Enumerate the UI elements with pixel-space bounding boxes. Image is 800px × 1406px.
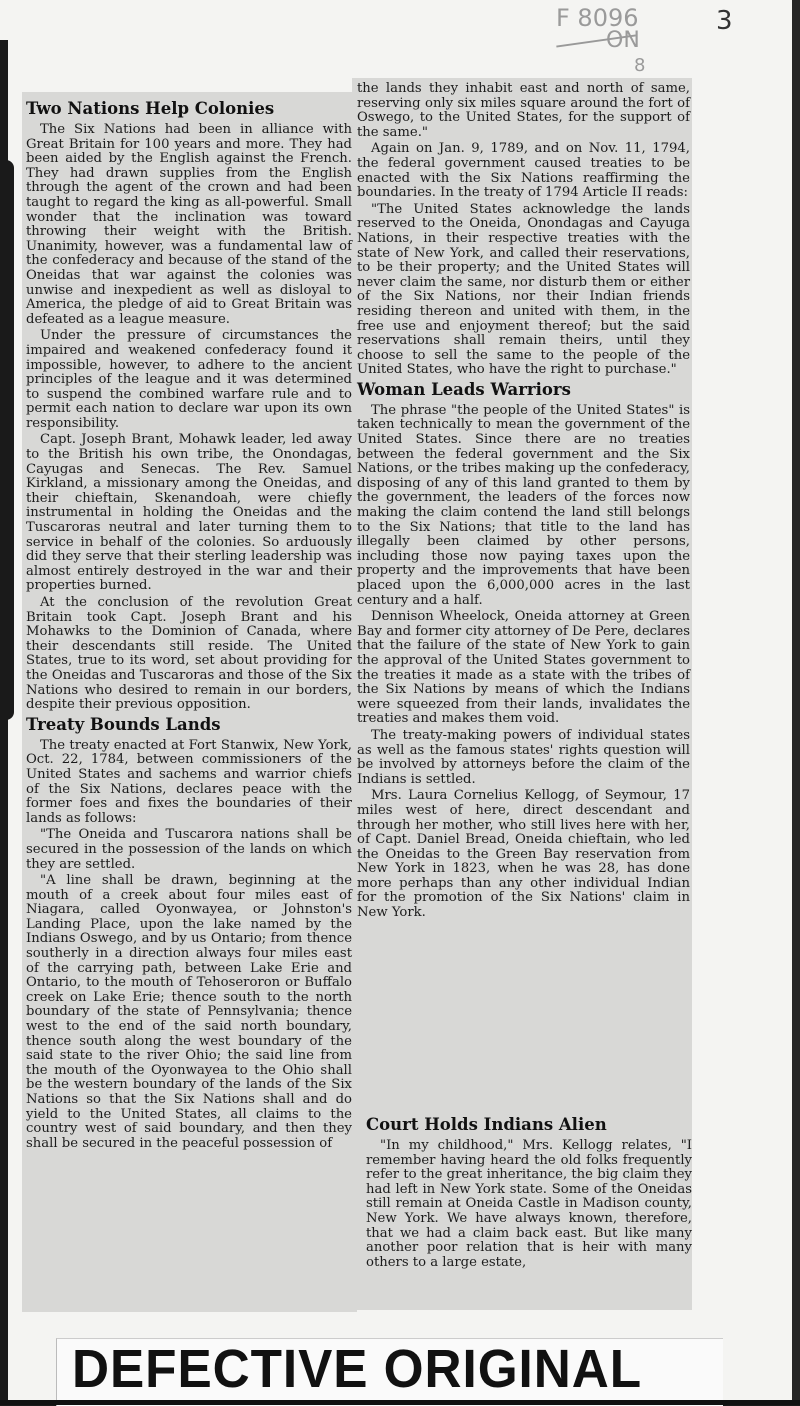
headline-two-nations: Two Nations Help Colonies bbox=[26, 99, 275, 118]
paragraph: Mrs. Laura Cornelius Kellogg, of Seymour, 17 miles west of here, direct descendant and through her mother, who still lives here with her, of Capt. Daniel Bread, Oneida chieftain, who led the Oneidas to the Green Bay reservation from New York in 1823, when he was 28, has done more perhaps than any other individual Indian for the promotion of the Six Nations' claim in New York. bbox=[357, 788, 690, 921]
catalog-code-annotation: F 8096 bbox=[556, 4, 639, 32]
paragraph: Again on Jan. 9, 1789, and on Nov. 11, 1794, the federal government caused treaties to be enacted with the Six Nations reaffirming the boundaries. In the treaty of 1794 Article II reads: bbox=[357, 141, 690, 201]
torn-page-edge bbox=[0, 0, 800, 40]
paragraph: Capt. Joseph Brant, Mohawk leader, led away to the British his own tribe, the Onondagas, Cayugas and Senecas. The Rev. Samuel Kirkland, a missionary among the Oneidas, and their chieftain, Skenandoah, were chiefly instrumental in holding the Oneidas and the Tuscaroras neutral and later turning them to service in behalf of the colonies. So arduously did they serve that their sterling leadership was almost entirely destroyed in the war and their properties burned. bbox=[26, 432, 352, 594]
headline-treaty-bounds: Treaty Bounds Lands bbox=[26, 714, 221, 734]
scan-shadow-right bbox=[792, 0, 800, 1405]
paragraph: "In my childhood," Mrs. Kellogg relates, "I remember having heard the old folks frequently refer to the great inheritance, the big claim they had left in New York state. Some of the Oneidas still remain at Oneida Castle in Madison county, New York. We have always known, therefore, that we had a claim back east. But like many another poor relation that is heir with many others to a large estate, bbox=[366, 1138, 692, 1270]
paragraph: The treaty enacted at Fort Stanwix, New York, Oct. 22, 1784, between commissioners of the United States and sachems and warrior chiefs of the Six Nations, declares peace with the former foes and fixes the boundaries of their lands as follows: bbox=[26, 737, 352, 826]
headline-woman-leads: Woman Leads Warriors bbox=[357, 379, 571, 399]
quote-paragraph: "The Oneida and Tuscarora nations shall be secured in the possession of the lands on which they are settled. bbox=[26, 827, 352, 872]
continuation-paragraph: the lands they inhabit east and north of same, reserving only six miles square around the fort of Oswego, to the United States, for the support of the same." bbox=[357, 81, 690, 140]
paragraph: The Six Nations had been in alliance with Great Britain for 100 years and more. They had been aided by the English against the French. They had drawn supplies from the English through the agent of the crown and had been taught to regard the king as all-powerful. Small wonder that the inclination was toward throwing their weight with the British. Unanimity, however, was a fundamental law of the confederacy and because of the stand of the Oneidas that war against the colonies was unwise and inexpedient as well as disloyal to America, the pledge of aid to Great Britain was defeated as a league measure. bbox=[26, 122, 352, 327]
paragraph: At the conclusion of the revolution Great Britain took Capt. Joseph Brant and his Mohawks to the Dominion of Canada, where their descendants still reside. The United States, true to its word, set about providing for the Oneidas and Tuscaroras and those of the Six Nations who desired to remain in our borders, despite their previous opposition. bbox=[26, 595, 352, 713]
paragraph: Dennison Wheelock, Oneida attorney at Green Bay and former city attorney of De Pere, declares that the failure of the state of New York to gain the approval of the United States government to the treaties it made as a state with the tribes of the Six Nations by means of which the Indians were squeezed from their lands, invalidates the treaties and makes them void. bbox=[357, 609, 690, 727]
article-right-column bbox=[357, 82, 690, 923]
scan-shadow-left bbox=[0, 160, 14, 720]
article-right-column-bottom bbox=[366, 1113, 692, 1272]
article-left-column bbox=[26, 97, 352, 1153]
defective-original-stamp: DEFECTIVE ORIGINAL bbox=[72, 1339, 643, 1399]
catalog-sub-annotation: ON bbox=[606, 28, 640, 53]
catalog-number-annotation: 8 bbox=[634, 55, 646, 76]
headline-court-holds: Court Holds Indians Alien bbox=[366, 1115, 607, 1134]
page-number-annotation: 3 bbox=[716, 6, 733, 36]
quote-paragraph: "The United States acknowledge the lands reserved to the Oneida, Onondagas and Cayuga Nations, in their respective treaties with the state of New York, and called their reservations, to be their property; and the United States will never claim the same, nor disturb them or either of the Six Nations, nor their Indian friends residing thereon and united with them, in the free use and enjoyment thereof; but the said reservations shall remain theirs, until they choose to sell the same to the people of the United States, who have the right to purchase." bbox=[357, 201, 690, 378]
scan-bottom-edge bbox=[0, 1400, 800, 1405]
paragraph: The phrase "the people of the United States" is taken technically to mean the government of the United States. Since there are no treaties between the federal government and the Six Nations, or the tribes making up the confederacy, disposing of any of this land granted to them by the government, the leaders of the forces now making the claim contend the land still belongs to the Six Nations; that title to the land has illegally been claimed by other persons, including those now paying taxes upon the property and the improvements that have been placed upon the 6,000,000 acres in the last century and a half. bbox=[357, 402, 690, 608]
paragraph: Under the pressure of circumstances the impaired and weakened confederacy found it impossible, however, to adhere to the ancient principles of the league and it was determined to suspend the combined warfare rule and to permit each nation to declare war upon its own responsibility. bbox=[26, 328, 352, 431]
quote-paragraph: "A line shall be drawn, beginning at the mouth of a creek about four miles east of Niagara, called Oyonwayea, or Johnston's Landing Place, upon the lake named by the Indians Oswego, and by us Ontario; from thence southerly in a direction always four miles east of the carrying path, between Lake Erie and Ontario, to the mouth of Tehoseroron or Buffalo creek on Lake Erie; thence south to the north boundary of the state of Pennsylvania; thence west to the end of the said north boundary, thence south along the west boundary of the said state to the river Ohio; the said line from the mouth of the Oyonwayea to the Ohio shall be the western boundary of the lands of the Six Nations so that the Six Nations shall and do yield to the United States, all claims to the country west of said boundary, and then they shall be secured in the peaceful possession of bbox=[26, 873, 352, 1151]
paragraph: The treaty-making powers of individual states as well as the famous states' rights question will be involved by attorneys before the claim of the Indians is settled. bbox=[357, 727, 690, 787]
